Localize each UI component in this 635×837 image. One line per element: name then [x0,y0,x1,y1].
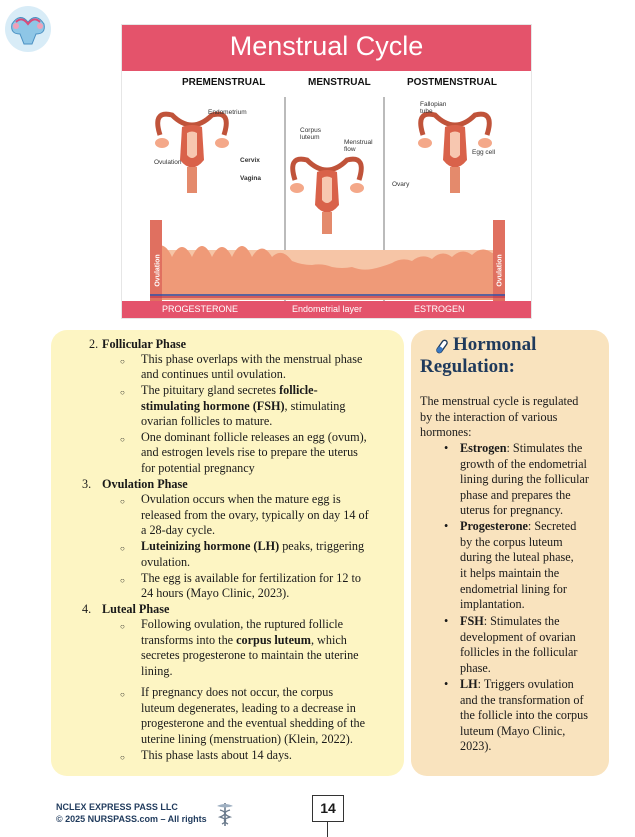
page-number-stem [327,821,328,837]
text-line: it helps maintain the [460,566,560,580]
bullet-icon: ○ [120,576,125,585]
text-span: , stimulating [284,399,346,413]
label-ovary: Ovary [392,181,410,188]
label-vagina: Vagina [240,175,261,182]
intro-line: hormones: [420,425,472,439]
bold-term: Luteinizing hormone (LH) [141,539,280,553]
bullet-icon: ○ [120,497,125,506]
text-line: phase. [460,661,491,675]
bold-term: follicle- [279,383,318,397]
item3-heading: Ovulation Phase [102,477,188,491]
text-span: : Stimulates the [506,441,583,455]
item4-heading: Luteal Phase [102,602,170,616]
bullet-dot-icon: • [444,441,449,455]
text-line: Ovulation occurs when the mature egg is [141,492,341,506]
text-line: development of ovarian [460,630,576,644]
intro-line: The menstrual cycle is regulated [420,394,579,408]
bullet-icon: ○ [120,357,125,366]
text-line: implantation. [460,597,525,611]
text-span: transforms into the [141,633,237,647]
side-label-left: Ovulation [154,254,162,287]
intro-line: by the interaction of various [420,410,558,424]
text-line: luteum (Mayo Clinic, [460,724,566,738]
side-label-right: Ovulation [496,254,504,287]
bar-endometrial-layer: Endometrial layer [292,304,363,314]
text-line: and continues until ovulation. [141,367,286,381]
bullet-icon: ○ [120,435,125,444]
text-line: ovulation. [141,555,191,569]
bullet-dot-icon: • [444,614,449,628]
text-line: 2023). [460,739,492,753]
text-line: secretes progesterone to maintain the uterine [141,648,359,662]
caduceus-icon [214,801,236,827]
label-egg-cell: Egg cell [472,149,496,156]
text-line: the follicle into the corpus [460,708,588,722]
term-progesterone: Progesterone [460,519,528,533]
text-line: 24 hours (Mayo Clinic, 2023). [141,586,290,600]
text-line: This phase lasts about 14 days. [141,748,292,762]
test-tube-icon [432,338,450,356]
text-span: The pituitary gland secretes [141,383,280,397]
bullet-icon: ○ [120,690,125,699]
text-span: peaks, triggering [279,539,365,553]
text-span: : Triggers ovulation [477,677,574,691]
text-span: : Secreted [527,519,577,533]
menstrual-cycle-figure [121,24,532,319]
bold-term: corpus luteum [236,633,311,647]
item4-number: 4. [82,602,92,616]
page-number: 14 [312,795,344,822]
label-endometrium: Endometrium [208,109,247,116]
text-line: and the transformation of [460,693,584,707]
bullet-icon: ○ [120,544,125,553]
text-line: progesterone and the eventual shedding of the [141,716,366,730]
text-line: and estrogen levels rise to prepare the uterus [141,445,358,459]
text-line: for potential pregnancy [141,461,255,475]
text-line: during the luteal phase, [460,550,574,564]
text-span: : Stimulates the [483,614,560,628]
text-line: growth of the endometrial [460,457,587,471]
text-line: This phase overlaps with the menstrual phase [141,352,363,366]
text-line: luteum degenerates, leading to a decrease in [141,701,356,715]
text-line: Following ovulation, the ruptured follicle [141,617,344,631]
bullet-icon: ○ [120,622,125,631]
term-estrogen: Estrogen [460,441,507,455]
footer-company: NCLEX EXPRESS PASS LLC [56,802,178,812]
bold-term: stimulating hormone (FSH) [141,399,285,413]
phase-premenstrual: PREMENSTRUAL [182,77,266,88]
bar-progesterone: PROGESTERONE [162,304,239,314]
logo-icon [2,4,58,54]
text-line: released from the ovary, typically on day 14 of [141,508,369,522]
label-ovulation: Ovulation [154,159,182,166]
uterus-illustrations [122,25,531,318]
bar-estrogen: ESTROGEN [414,304,465,314]
footer-copyright: © 2025 NURSPASS.com – All rights [56,814,207,824]
text-line: The egg is available for fertilization for 12 to [141,571,361,585]
bullet-dot-icon: • [444,677,449,691]
hormonal-title-line2: Regulation: [420,356,515,377]
label-menstrual-flow: Menstrual flow [344,139,373,153]
text-line: lining during the follicular [460,472,589,486]
text-line: uterus for pregnancy. [460,503,564,517]
label-cervix: Cervix [240,157,260,164]
text-line: One dominant follicle releases an egg (ovum), [141,430,367,444]
item3-number: 3. [82,477,92,491]
text-line: If pregnancy does not occur, the corpus [141,685,334,699]
text-line: uterine lining (menstruation) (Klein, 2022). [141,732,353,746]
term-lh: LH [460,677,478,691]
label-fallopian-tube: Fallopian tube [420,101,447,115]
item2-heading: Follicular Phase [102,337,187,351]
text-line: follicles in the follicular [460,645,578,659]
text-line: by the corpus luteum [460,535,563,549]
bullet-dot-icon: • [444,519,449,533]
term-fsh: FSH [460,614,484,628]
figure-title: Menstrual Cycle [229,31,424,61]
bullet-icon: ○ [120,388,125,397]
phase-menstrual: MENSTRUAL [308,77,371,88]
text-line: endometrial lining for [460,582,567,596]
text-line: lining. [141,664,173,678]
item2-number: 2. [89,337,99,351]
text-span: , which [310,633,347,647]
phase-postmenstrual: POSTMENSTRUAL [407,77,497,88]
text-line: a 28-day cycle. [141,523,216,537]
bullet-icon: ○ [120,753,125,762]
text-line: phase and prepares the [460,488,571,502]
hormonal-title-line1: Hormonal [453,334,537,355]
label-corpus-luteum: Corpus luteum [300,127,321,141]
text-line: ovarian follicles to mature. [141,414,273,428]
